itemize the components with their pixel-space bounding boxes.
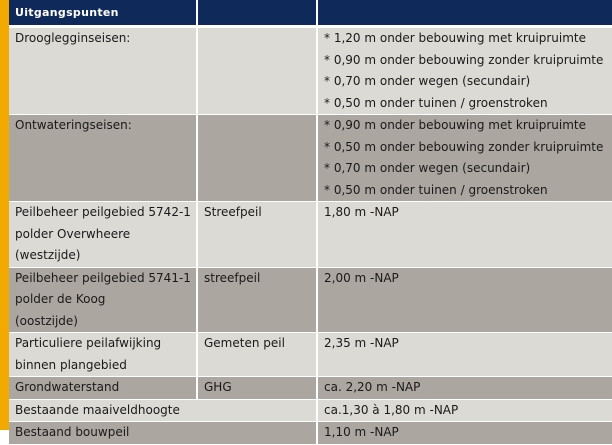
row-label-line: polder Overwheere (15, 226, 131, 241)
row-type: Gemeten peil (197, 333, 317, 377)
row-label: Ontwateringseisen: (9, 115, 197, 202)
table-row-grondwaterstand (9, 377, 612, 400)
row-type: streefpeil (197, 267, 317, 333)
row-value: 1,10 m -NAP (317, 422, 612, 445)
row-label: Bestaand bouwpeil (9, 422, 317, 445)
row-value: ca.1,30 à 1,80 m -NAP (317, 399, 612, 422)
requirement-line: * 0,50 m onder bebouwing zonder kruipruimte (324, 139, 604, 154)
row-type: Streefpeil (197, 202, 317, 268)
row-label-line: Peilbeheer peilgebied 5741-1 (15, 270, 191, 285)
row-value: 1,80 m -NAP (317, 202, 612, 268)
header-empty-cell (197, 0, 317, 27)
requirement-line: * 1,20 m onder bebouwing met kruipruimte (324, 31, 586, 45)
table-header-row (9, 0, 612, 27)
row-value (317, 27, 612, 115)
row-value (317, 115, 612, 202)
requirement-line: * 0,70 m onder wegen (secundair) (324, 161, 531, 175)
row-value: ca. 2,20 m -NAP (317, 377, 612, 400)
row-label: Bestaande maaiveldhoogte (9, 399, 317, 422)
table-row-peilafwijking (9, 333, 612, 377)
table-row-ontwatering (9, 115, 612, 202)
row-label (9, 267, 197, 333)
table-row-bouwpeil (9, 422, 612, 445)
table-title: Uitgangspunten (9, 0, 197, 27)
uitgangspunten-table (9, 0, 612, 445)
row-label-line: (oostzijde) (15, 313, 78, 328)
table-row-peilgebied-5742 (9, 202, 612, 268)
requirement-line: * 0,90 m onder bebouwing zonder kruipruimte (324, 52, 604, 67)
table-row-maaiveldhoogte (9, 399, 612, 422)
requirement-line: * 0,50 m onder tuinen / groenstroken (324, 182, 548, 197)
row-type (197, 115, 317, 202)
requirement-line: * 0,90 m onder bebouwing met kruipruimte (324, 118, 586, 132)
row-label: Grondwaterstand (9, 377, 197, 400)
row-label-line: (westzijde) (15, 248, 81, 262)
row-label: Drooglegginseisen: (9, 27, 197, 115)
row-type: GHG (197, 377, 317, 400)
row-label-line: Peilbeheer peilgebied 5742-1 (15, 205, 191, 219)
row-label (9, 202, 197, 268)
requirement-line: * 0,70 m onder wegen (secundair) (324, 74, 531, 88)
row-type (197, 27, 317, 115)
row-label (9, 333, 197, 377)
table-row-peilgebied-5741 (9, 267, 612, 333)
row-label-line: binnen plangebied (15, 357, 127, 372)
row-label-line: Particuliere peilafwijking (15, 336, 162, 350)
requirement-line: * 0,50 m onder tuinen / groenstroken (324, 95, 548, 110)
accent-bar (0, 0, 9, 430)
header-empty-cell (317, 0, 612, 27)
row-value: 2,00 m -NAP (317, 267, 612, 333)
row-label-line: polder de Koog (15, 292, 106, 306)
row-value: 2,35 m -NAP (317, 333, 612, 377)
table-row-drooglegging (9, 27, 612, 115)
